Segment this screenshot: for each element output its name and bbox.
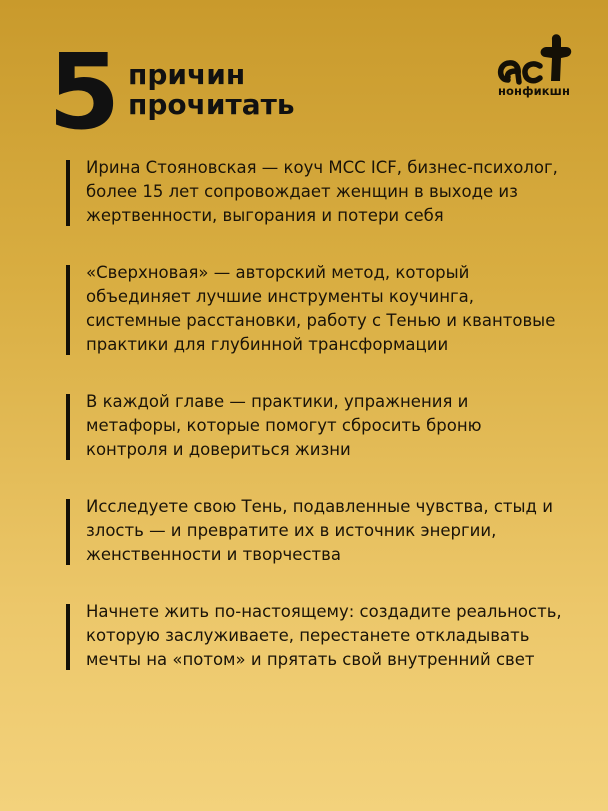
reason-bar <box>66 160 70 226</box>
page-title <box>128 60 295 120</box>
reason-item <box>66 390 566 462</box>
title-line-1: причин <box>128 58 246 91</box>
reason-text: Начнете жить по-настоящему: создадите реальность, которую заслуживаете, перестанете откладывать мечты на «потом» и прятать свой внутренний свет <box>86 602 562 669</box>
reason-item <box>66 156 566 228</box>
reason-bar <box>66 394 70 460</box>
reason-bar <box>66 499 70 565</box>
title-line-2: прочитать <box>128 88 295 121</box>
reason-text: Исследуете свою Тень, подавленные чувства, стыд и злость — и превратите их в источник энергии, женственности и творчества <box>86 497 553 564</box>
logo-subtitle: нонфикшн <box>498 84 571 98</box>
reason-bar <box>66 604 70 670</box>
reason-text: Ирина Стояновская — коуч MCC ICF, бизнес-психолог, более 15 лет сопровождает женщин в выходе из жертвенности, выгорания и потери себя <box>86 158 558 225</box>
reasons-list <box>66 156 566 705</box>
reason-item <box>66 261 566 357</box>
reason-bar <box>66 265 70 355</box>
reason-item <box>66 600 566 672</box>
big-number: 5 <box>48 31 119 153</box>
reason-item <box>66 495 566 567</box>
publisher-logo <box>494 28 574 100</box>
header <box>48 31 571 153</box>
reason-text: В каждой главе — практики, упражнения и метафоры, которые помогут сбросить броню контроля и довериться жизни <box>86 392 482 459</box>
reason-text: «Сверхновая» — авторский метод, который объединяет лучшие инструменты коучинга, системные расстановки, работу с Тенью и квантовые практики для глубинной трансформации <box>86 263 556 354</box>
